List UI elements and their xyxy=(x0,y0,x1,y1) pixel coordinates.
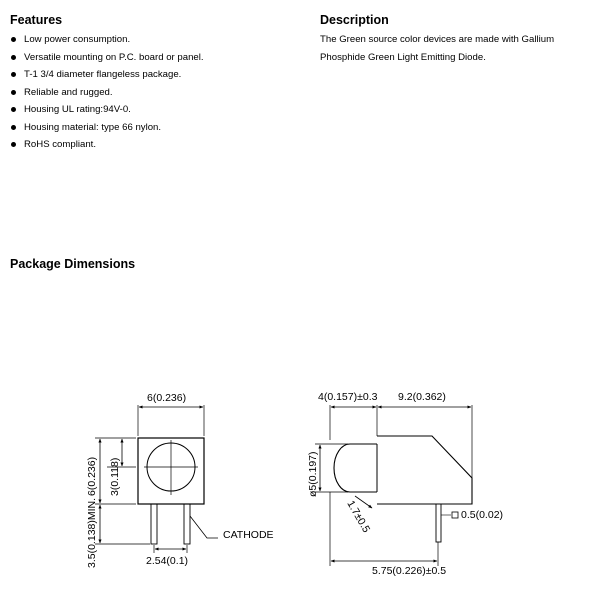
side-top-b-label: 9.2(0.362) xyxy=(398,391,446,403)
front-height-label: 6(0.236) xyxy=(86,456,98,496)
list-item: Low power consumption. xyxy=(10,33,300,51)
side-view xyxy=(315,405,472,566)
side-lead-size-label: 0.5(0.02) xyxy=(461,509,504,521)
list-item: Versatile mounting on P.C. board or panel. xyxy=(10,51,300,69)
package-heading: Package Dimensions xyxy=(10,257,136,271)
side-lead xyxy=(436,504,441,542)
list-item: T-1 3/4 diameter flangeless package. xyxy=(10,68,300,86)
list-item: RoHS compliant. xyxy=(10,138,300,156)
list-item: Housing material: type 66 nylon. xyxy=(10,121,300,139)
features-heading: Features xyxy=(10,13,63,27)
front-pitch-label: 2.54(0.1) xyxy=(146,555,189,567)
side-top-a-label: 4(0.157)±0.3 xyxy=(318,391,378,403)
front-lead-left xyxy=(151,504,157,544)
side-angle-label: 1.7±0.5 xyxy=(344,498,373,535)
side-bottom-label: 5.75(0.226)±0.5 xyxy=(372,565,447,577)
list-item: Housing UL rating:94V-0. xyxy=(10,103,300,121)
front-lead-right xyxy=(184,504,190,544)
front-center-label: 3(0.118) xyxy=(109,457,121,496)
side-diameter-label: ø5(0.197) xyxy=(307,451,319,497)
front-lead-label: 3.5(0.138)MIN. xyxy=(86,497,98,568)
description-heading: Description xyxy=(320,13,389,27)
front-width-label: 6(0.236) xyxy=(147,392,187,404)
list-item: Reliable and rugged. xyxy=(10,86,300,104)
description-line: The Green source color devices are made with Gallium xyxy=(320,34,555,45)
side-housing xyxy=(377,436,472,504)
cathode-label: CATHODE xyxy=(223,529,274,541)
led-dome xyxy=(334,444,377,492)
description-line: Phosphide Green Light Emitting Diode. xyxy=(320,51,486,63)
